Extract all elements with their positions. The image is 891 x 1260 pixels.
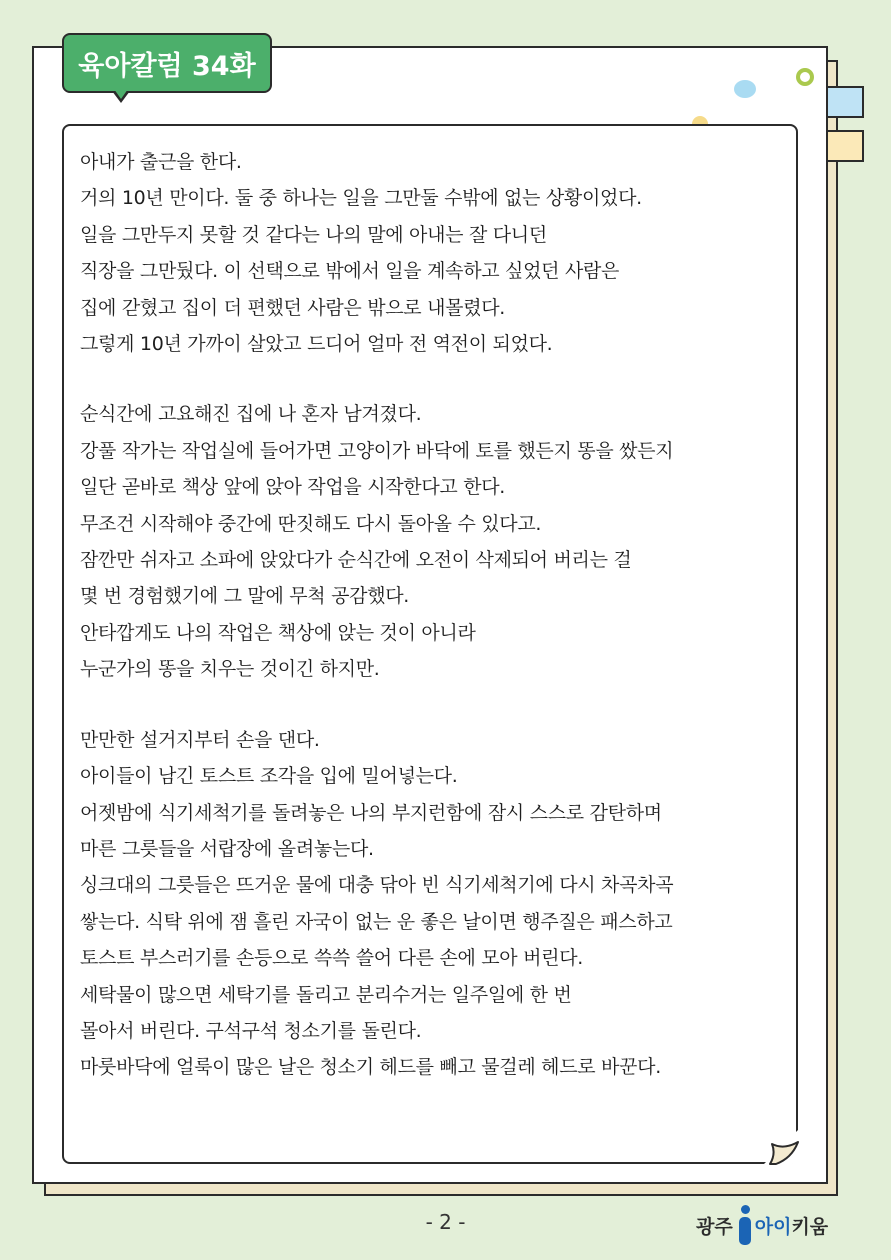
text-line: 집에 갇혔고 집이 더 편했던 사람은 밖으로 내몰렸다. — [80, 296, 506, 319]
text-line: 무조건 시작해야 중간에 딴짓해도 다시 돌아올 수 있다고. — [80, 512, 542, 535]
blue-tab-decoration — [826, 86, 864, 118]
text-line: 그렇게 10년 가까이 살았고 드디어 얼마 전 역전이 되었다. — [80, 333, 553, 356]
page-number: - 2 - — [425, 1210, 466, 1234]
column-title-badge — [62, 33, 272, 93]
text-line: 일을 그만두지 못할 것 같다는 나의 말에 아내는 잘 다니던 — [80, 223, 547, 246]
paragraph-1 — [80, 144, 780, 362]
text-line: 몰아서 버린다. 구석구석 청소기를 돌린다. — [80, 1019, 422, 1042]
text-line: 쌓는다. 식탁 위에 잼 흘린 자국이 없는 운 좋은 날이면 행주질은 패스하고 — [80, 910, 673, 933]
text-line: 어젯밤에 식기세척기를 돌려놓은 나의 부지런함에 잠시 스스로 감탄하며 — [80, 801, 662, 824]
text-line: 몇 번 경험했기에 그 말에 무척 공감했다. — [80, 585, 410, 608]
text-line: 안타깝게도 나의 작업은 책상에 앉는 것이 아니라 — [80, 621, 476, 644]
page-curl-icon — [762, 1128, 802, 1168]
green-ring-decoration — [796, 68, 814, 86]
column-body — [80, 144, 780, 1120]
paragraph-2 — [80, 396, 780, 687]
text-line: 마른 그릇들을 서랍장에 올려놓는다. — [80, 837, 374, 860]
column-title: 육아칼럼 34화 — [78, 50, 256, 82]
text-line: 싱크대의 그릇들은 뜨거운 물에 대충 닦아 빈 식기세척기에 다시 차곡차곡 — [80, 874, 674, 897]
logo-text-ai: 아이 — [754, 1215, 792, 1238]
gwangju-aikium-logo — [696, 1200, 828, 1250]
text-line: 마룻바닥에 얼룩이 많은 날은 청소기 헤드를 빼고 물걸레 헤드로 바꾼다. — [80, 1056, 661, 1079]
logo-text-gwangju: 광주 — [696, 1215, 733, 1238]
logo-text-kium: 키움 — [791, 1215, 829, 1238]
text-line: 아이들이 남긴 토스트 조각을 입에 밀어넣는다. — [80, 765, 458, 788]
yellow-tab-decoration — [826, 130, 864, 162]
person-i-icon — [737, 1205, 753, 1245]
text-line: 누군가의 똥을 치우는 것이긴 하지만. — [80, 658, 380, 681]
badge-tail-fill — [114, 89, 128, 99]
text-line: 일단 곧바로 책상 앞에 앉아 작업을 시작한다고 한다. — [80, 476, 506, 499]
text-line: 아내가 출근을 한다. — [80, 151, 242, 173]
text-line: 만만한 설거지부터 손을 댄다. — [80, 728, 320, 751]
blue-dot-decoration — [734, 80, 756, 98]
text-line: 세탁물이 많으면 세탁기를 돌리고 분리수거는 일주일에 한 번 — [80, 983, 572, 1006]
text-line: 토스트 부스러기를 손등으로 쓱쓱 쓸어 다른 손에 모아 버린다. — [80, 947, 584, 970]
text-line: 직장을 그만뒀다. 이 선택으로 밖에서 일을 계속하고 싶었던 사람은 — [80, 260, 620, 283]
text-line: 잠깐만 쉬자고 소파에 앉았다가 순식간에 오전이 삭제되어 버리는 걸 — [80, 549, 632, 572]
paragraph-3 — [80, 722, 780, 1086]
text-line: 순식간에 고요해진 집에 나 혼자 남겨졌다. — [80, 403, 422, 426]
text-line: 거의 10년 만이다. 둘 중 하나는 일을 그만둘 수밖에 없는 상황이었다. — [80, 187, 642, 210]
text-line: 강풀 작가는 작업실에 들어가면 고양이가 바닥에 토를 했든지 똥을 쌌든지 — [80, 439, 674, 462]
